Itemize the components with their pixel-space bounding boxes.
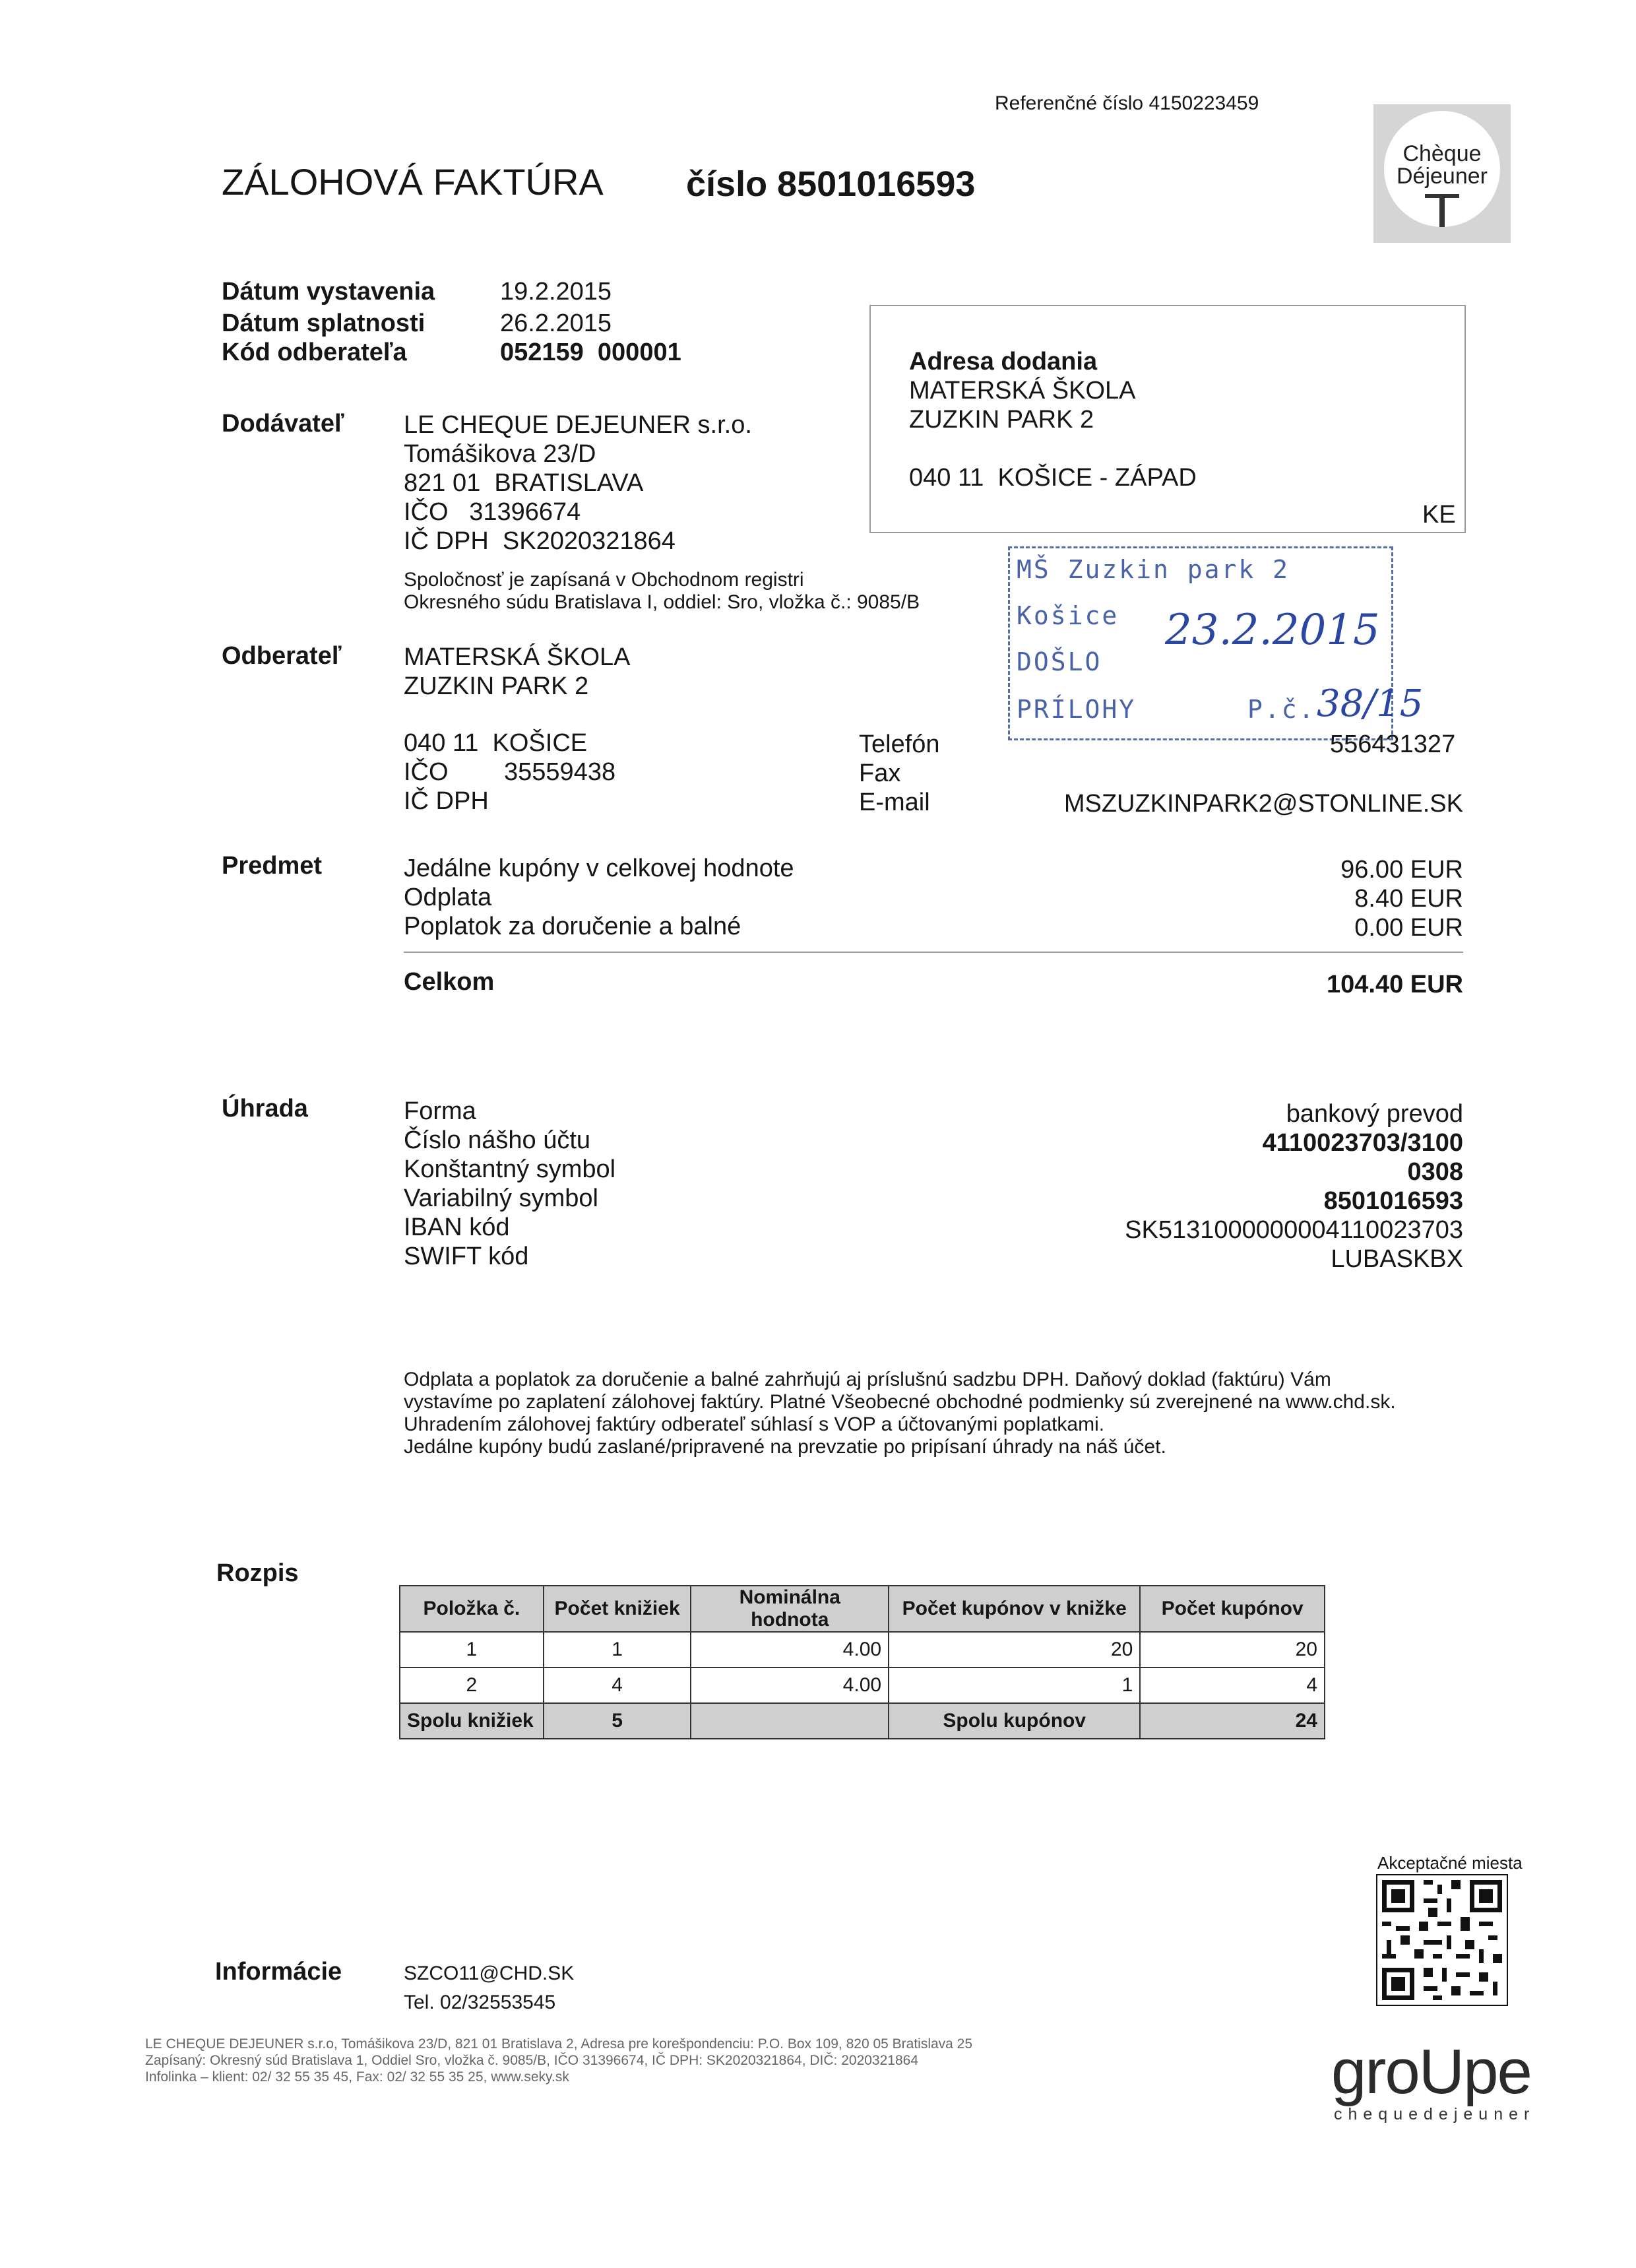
total-divider	[404, 952, 1463, 953]
supplier-line: LE CHEQUE DEJEUNER s.r.o.	[404, 411, 752, 439]
coupons-total-label: Spolu kupónov	[889, 1703, 1140, 1739]
table-cell: 4.00	[691, 1632, 889, 1668]
customer-icdph: IČ DPH	[404, 787, 489, 815]
issue-date-label: Dátum vystavenia	[222, 278, 435, 306]
table-cell: 4	[1140, 1668, 1325, 1703]
table-row	[400, 1668, 1325, 1703]
footer-text	[145, 2036, 972, 2085]
subject-item: Jedálne kupóny v celkovej hodnote	[404, 855, 794, 882]
table-cell: 20	[889, 1632, 1140, 1668]
cheque-dejeuner-logo: Chèque Déjeuner	[1373, 104, 1511, 243]
payment-row-label: Variabilný symbol	[404, 1184, 598, 1212]
subject-label: Predmet	[222, 852, 323, 880]
table-header: Nominálna hodnota	[691, 1586, 889, 1632]
table-total-row	[400, 1703, 1325, 1739]
payment-label: Úhrada	[222, 1095, 308, 1122]
payment-row-label: SWIFT kód	[404, 1243, 529, 1270]
subject-amount: 0.00 EUR	[1354, 914, 1463, 942]
delivery-address-box	[869, 305, 1466, 533]
notice-line: Uhradením zálohovej faktúry odberateľ súhlasí s VOP a účtovanými poplatkami.	[404, 1413, 1105, 1435]
customer-ico: IČO 35559438	[404, 758, 616, 786]
subject-item: Poplatok za doručenie a balné	[404, 913, 741, 940]
delivery-line: MATERSKÁ ŠKOLA	[909, 377, 1136, 405]
stamp-line: MŠ Zuzkin park 2	[1017, 555, 1290, 584]
due-date-value: 26.2.2015	[500, 309, 612, 337]
table-header: Počet kupónov	[1140, 1586, 1325, 1632]
iban-code: SK5131000000004110023703	[1125, 1216, 1463, 1244]
stamp-line: P.č.	[1247, 695, 1316, 724]
handwritten-number: 38/15	[1317, 682, 1424, 725]
delivery-line: 040 11 KOŠICE - ZÁPAD	[909, 464, 1197, 492]
phone-value: 556431327	[1330, 730, 1456, 758]
info-phone: Tel. 02/32553545	[404, 1992, 556, 2013]
handwritten-date: 23.2.2015	[1165, 606, 1380, 655]
table-header: Počet knižiek	[544, 1586, 691, 1632]
info-label: Informácie	[215, 1958, 342, 1986]
table-row	[400, 1632, 1325, 1668]
due-date-label: Dátum splatnosti	[222, 309, 425, 337]
table-cell: 2	[400, 1668, 544, 1703]
table-cell: 4	[544, 1668, 691, 1703]
account-number: 4110023703/3100	[1262, 1129, 1463, 1157]
books-total-label: Spolu knižiek	[400, 1703, 544, 1739]
table-cell: 1	[889, 1668, 1140, 1703]
customer-city: 040 11 KOŠICE	[404, 729, 588, 757]
customer-code-value: 052159 000001	[500, 339, 681, 366]
footer-line: LE CHEQUE DEJEUNER s.r.o, Tomášikova 23/D, 821 01 Bratislava 2, Adresa pre korešpondenciu: P.O. Box 109, 820 05 Bratislava 25	[145, 2036, 973, 2052]
payment-row-label: Forma	[404, 1097, 476, 1125]
total-amount: 104.40 EUR	[1326, 971, 1463, 998]
supplier-register-note: Spoločnosť je zapísaná v Obchodnom registri	[404, 569, 804, 591]
notice-line: Jedálne kupóny budú zaslané/pripravené na prevzatie po pripísaní úhrady na náš účet.	[404, 1436, 1166, 1458]
reference-number: Referenčné číslo 4150223459	[995, 92, 1259, 114]
subject-amount: 96.00 EUR	[1340, 856, 1463, 884]
supplier-line: 821 01 BRATISLAVA	[404, 469, 644, 497]
swift-code: LUBASKBX	[1331, 1245, 1463, 1273]
info-email: SZCO11@CHD.SK	[404, 1962, 575, 1984]
customer-line: ZUZKIN PARK 2	[404, 672, 589, 700]
groupe-logo: groUpe	[1331, 2036, 1531, 2107]
supplier-line: IČ DPH SK2020321864	[404, 527, 676, 555]
table-header: Počet kupónov v knižke	[889, 1586, 1140, 1632]
subject-item: Odplata	[404, 884, 492, 911]
supplier-line: IČO 31396674	[404, 498, 581, 526]
coupons-total-value: 24	[1140, 1703, 1325, 1739]
document-title: ZÁLOHOVÁ FAKTÚRA	[222, 161, 604, 203]
stamp-line: PRÍLOHY	[1017, 695, 1137, 724]
footer-line: Zapísaný: Okresný súd Bratislava 1, Oddiel Sro, vložka č. 9085/B, IČO 31396674, IČ DPH: SK2020321864, DIČ: 2020321864	[145, 2053, 919, 2068]
table-cell: 4.00	[691, 1668, 889, 1703]
subject-amount: 8.40 EUR	[1354, 885, 1463, 913]
payment-row-label: Číslo nášho účtu	[404, 1126, 591, 1154]
empty-cell	[691, 1703, 889, 1739]
stamp-line: DOŠLO	[1017, 647, 1102, 676]
notice-line: vystavíme po zaplatení zálohovej faktúry. Platné Všeobecné obchodné podmienky sú zverejnené na www.chd.sk.	[404, 1391, 1396, 1413]
issue-date-value: 19.2.2015	[500, 278, 612, 306]
table-cell: 1	[544, 1632, 691, 1668]
footer-line: Infolinka – klient: 02/ 32 55 35 45, Fax: 02/ 32 55 35 25, www.seky.sk	[145, 2069, 569, 2085]
phone-label: Telefón	[859, 730, 940, 758]
payment-row-label: Konštantný symbol	[404, 1155, 616, 1183]
supplier-line: Tomášikova 23/D	[404, 440, 596, 468]
delivery-line: ZUZKIN PARK 2	[909, 406, 1094, 434]
table-header-row	[400, 1586, 1325, 1632]
notice-line: Odplata a poplatok za doručenie a balné zahrňujú aj príslušnú sadzbu DPH. Daňový doklad (faktúru) Vám	[404, 1369, 1331, 1390]
delivery-heading: Adresa dodania	[909, 348, 1098, 375]
supplier-register-note: Okresného súdu Bratislava I, oddiel: Sro, vložka č.: 9085/B	[404, 591, 920, 613]
qr-code	[1376, 1874, 1508, 2006]
customer-line: MATERSKÁ ŠKOLA	[404, 643, 631, 671]
table-cell: 20	[1140, 1632, 1325, 1668]
constant-symbol: 0308	[1407, 1158, 1463, 1186]
stamp-line: Košice	[1017, 601, 1119, 630]
variable-symbol: 8501016593	[1323, 1187, 1463, 1215]
fax-label: Fax	[859, 760, 901, 787]
qr-code-pattern	[1377, 1875, 1507, 2005]
table-header: Položka č.	[400, 1586, 544, 1632]
payment-method: bankový prevod	[1286, 1100, 1463, 1128]
payment-row-label: IBAN kód	[404, 1214, 510, 1241]
groupe-logo-subtitle: chequedejeuner	[1334, 2105, 1536, 2123]
total-label: Celkom	[404, 968, 495, 996]
invoice-number: číslo 8501016593	[686, 164, 976, 204]
customer-label: Odberateľ	[222, 642, 342, 670]
breakdown-table	[399, 1585, 1325, 1739]
breakdown-label: Rozpis	[216, 1559, 299, 1587]
email-label: E-mail	[859, 789, 930, 816]
supplier-label: Dodávateľ	[222, 410, 344, 437]
table-cell: 1	[400, 1632, 544, 1668]
customer-code-label: Kód odberateľa	[222, 339, 407, 366]
email-value: MSZUZKINPARK2@STONLINE.SK	[1063, 790, 1463, 818]
qr-caption: Akceptačné miesta	[1377, 1853, 1523, 1873]
delivery-region: KE	[1422, 501, 1456, 529]
books-total-value: 5	[544, 1703, 691, 1739]
